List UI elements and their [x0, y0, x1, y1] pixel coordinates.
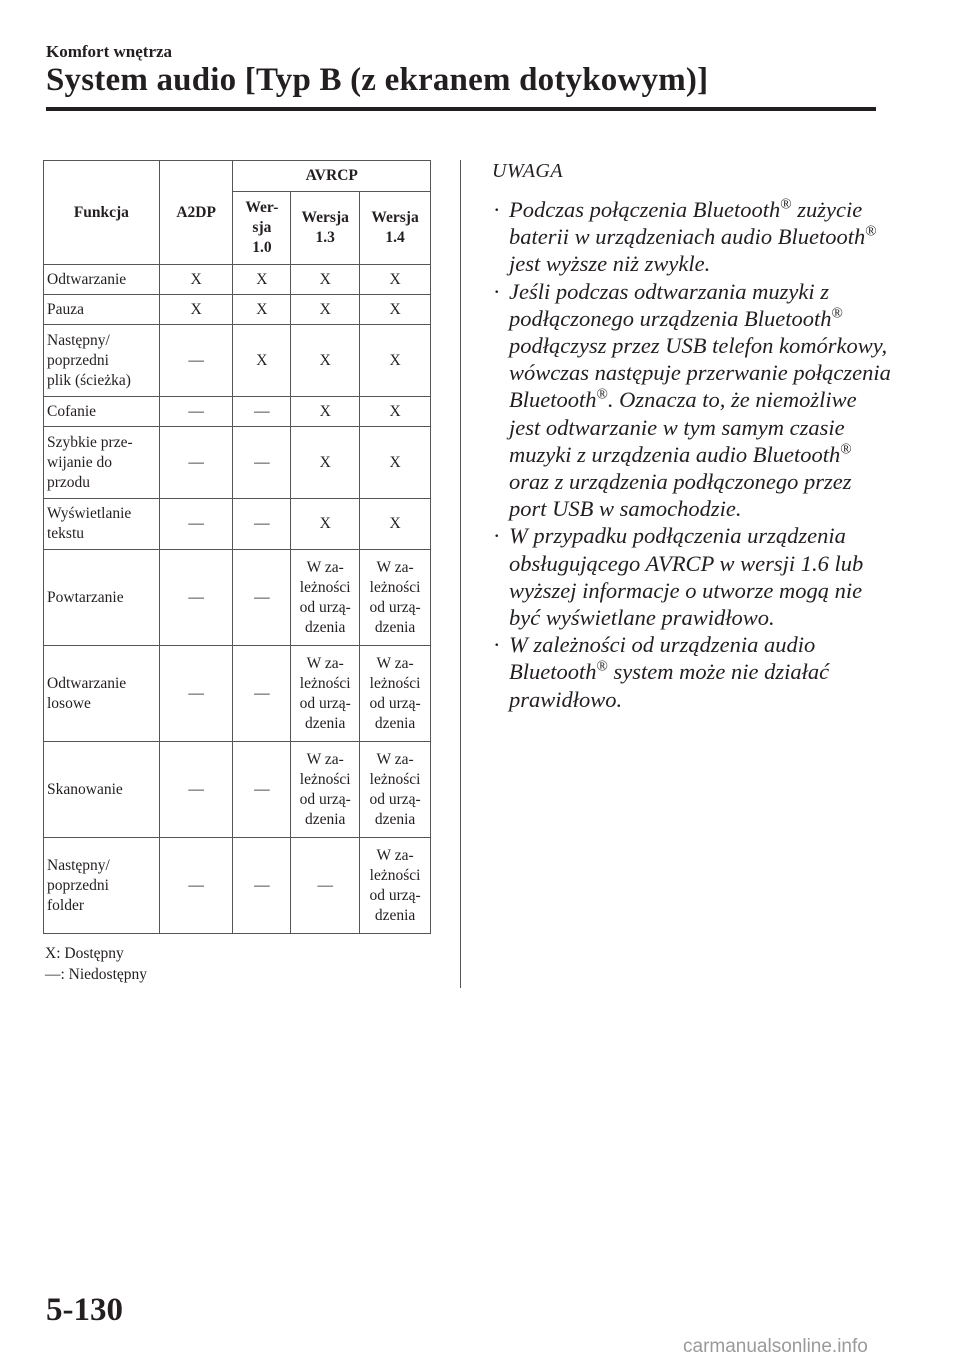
- cell-avrcp-1-3: W za- leżności od urzą- dzenia: [291, 742, 360, 838]
- cell-avrcp-1-0: X: [233, 295, 291, 325]
- registered-mark: ®: [596, 658, 608, 675]
- cell-avrcp-1-0: X: [233, 325, 291, 397]
- cell-avrcp-1-0: —: [233, 742, 291, 838]
- cell-avrcp-1-4: X: [360, 397, 431, 427]
- table-row: [44, 499, 431, 550]
- cell-avrcp-1-4: W za- leżności od urzą- dzenia: [360, 550, 431, 646]
- function-cell: Odtwarzanie losowe: [44, 646, 160, 742]
- registered-mark: ®: [780, 196, 792, 213]
- header-function: Funkcja: [44, 161, 160, 265]
- table-row: [44, 397, 431, 427]
- note-list: [492, 196, 892, 713]
- function-cell: Powtarzanie: [44, 550, 160, 646]
- function-cell: Odtwarzanie: [44, 265, 160, 295]
- compatibility-table: [43, 160, 431, 934]
- cell-avrcp-1-0: —: [233, 499, 291, 550]
- cell-avrcp-1-4: X: [360, 265, 431, 295]
- table-row: [44, 646, 431, 742]
- note-item: · W zależności od urządzenia audio Bluetooth® system może nie działać prawidłowo.: [493, 632, 830, 712]
- watermark: carmanualsonline.info: [683, 1336, 868, 1357]
- header-version-1-0: Wer- sja 1.0: [233, 192, 291, 265]
- table-row: [44, 325, 431, 397]
- header-avrcp: AVRCP: [233, 161, 431, 192]
- cell-a2dp: —: [159, 742, 233, 838]
- table-row: [44, 550, 431, 646]
- table-row: [44, 265, 431, 295]
- cell-a2dp: —: [159, 646, 233, 742]
- cell-avrcp-1-3: X: [291, 499, 360, 550]
- bullet-icon: ·: [493, 632, 501, 658]
- cell-avrcp-1-3: X: [291, 325, 360, 397]
- cell-avrcp-1-4: W za- leżności od urzą- dzenia: [360, 646, 431, 742]
- legend: [45, 943, 147, 985]
- table-row: [44, 427, 431, 499]
- cell-a2dp: —: [159, 838, 233, 934]
- bullet-icon: ·: [493, 523, 501, 549]
- function-cell: Wyświetlanie tekstu: [44, 499, 160, 550]
- function-cell: Następny/ poprzedni folder: [44, 838, 160, 934]
- cell-avrcp-1-0: —: [233, 397, 291, 427]
- cell-avrcp-1-0: —: [233, 838, 291, 934]
- registered-mark: ®: [840, 441, 852, 458]
- legend-unavailable: —: Niedostępny: [45, 966, 148, 983]
- function-cell: Cofanie: [44, 397, 160, 427]
- cell-avrcp-1-3: W za- leżności od urzą- dzenia: [291, 550, 360, 646]
- function-cell: Pauza: [44, 295, 160, 325]
- table-row: [44, 295, 431, 325]
- note-heading: UWAGA: [492, 160, 564, 182]
- function-cell: Skanowanie: [44, 742, 160, 838]
- header-version-1-3: Wersja 1.3: [291, 192, 360, 265]
- cell-avrcp-1-0: —: [233, 646, 291, 742]
- cell-avrcp-1-4: X: [360, 325, 431, 397]
- cell-a2dp: —: [159, 325, 233, 397]
- cell-avrcp-1-4: W za- leżności od urzą- dzenia: [360, 742, 431, 838]
- cell-avrcp-1-4: X: [360, 295, 431, 325]
- page-number: 5-130: [46, 1292, 123, 1328]
- cell-a2dp: X: [159, 265, 233, 295]
- cell-avrcp-1-4: W za- leżności od urzą- dzenia: [360, 838, 431, 934]
- cell-avrcp-1-0: —: [233, 550, 291, 646]
- cell-avrcp-1-0: X: [233, 265, 291, 295]
- cell-avrcp-1-3: —: [291, 838, 360, 934]
- table-body: [44, 265, 431, 934]
- title-rule: [46, 107, 876, 111]
- header-a2dp: A2DP: [159, 161, 233, 265]
- cell-a2dp: —: [159, 550, 233, 646]
- header-version-1-4: Wersja 1.4: [360, 192, 431, 265]
- cell-a2dp: —: [159, 427, 233, 499]
- cell-avrcp-1-3: X: [291, 397, 360, 427]
- column-divider: [460, 160, 461, 988]
- note-item: · Jeśli podczas odtwarzania muzyki z podłączonego urządzenia Bluetooth® podłączysz przez USB telefon komórkowy, wówczas następuje przerwanie połączenia Bluetooth®. Oznacza to, że niemożliwe jest odtwarzanie w tym samym czasie muzyki z urządzenia audio Bluetooth® oraz z urządzenia podłączonego przez port USB w samochodzie.: [493, 278, 891, 522]
- table-row: [44, 838, 431, 934]
- registered-mark: ®: [865, 223, 877, 240]
- cell-avrcp-1-3: X: [291, 295, 360, 325]
- function-cell: Następny/ poprzedni plik (ścieżka): [44, 325, 160, 397]
- page-title: System audio [Typ B (z ekranem dotykowym)]: [46, 62, 709, 98]
- table-row: [44, 742, 431, 838]
- cell-a2dp: —: [159, 499, 233, 550]
- cell-avrcp-1-0: —: [233, 427, 291, 499]
- bullet-icon: ·: [493, 197, 501, 222]
- function-cell: Szybkie prze- wijanie do przodu: [44, 427, 160, 499]
- cell-avrcp-1-4: X: [360, 427, 431, 499]
- cell-a2dp: —: [159, 397, 233, 427]
- note-item: · Podczas połączenia Bluetooth® zużycie baterii w urządzeniach audio Bluetooth® jest wyższe niż zwykle.: [493, 196, 877, 277]
- cell-avrcp-1-3: X: [291, 427, 360, 499]
- registered-mark: ®: [596, 386, 608, 403]
- registered-mark: ®: [831, 305, 843, 322]
- cell-avrcp-1-3: W za- leżności od urzą- dzenia: [291, 646, 360, 742]
- cell-avrcp-1-4: X: [360, 499, 431, 550]
- note-item: · W przypadku podłączenia urządzenia obsługującego AVRCP w wersji 1.6 lub wyższej informacje o utworze mogą nie być wyświetlane prawidłowo.: [493, 523, 864, 631]
- cell-avrcp-1-3: X: [291, 265, 360, 295]
- legend-available: X: Dostępny: [45, 945, 124, 962]
- cell-a2dp: X: [159, 295, 233, 325]
- bullet-icon: ·: [493, 278, 501, 304]
- section-label: Komfort wnętrza: [46, 42, 173, 61]
